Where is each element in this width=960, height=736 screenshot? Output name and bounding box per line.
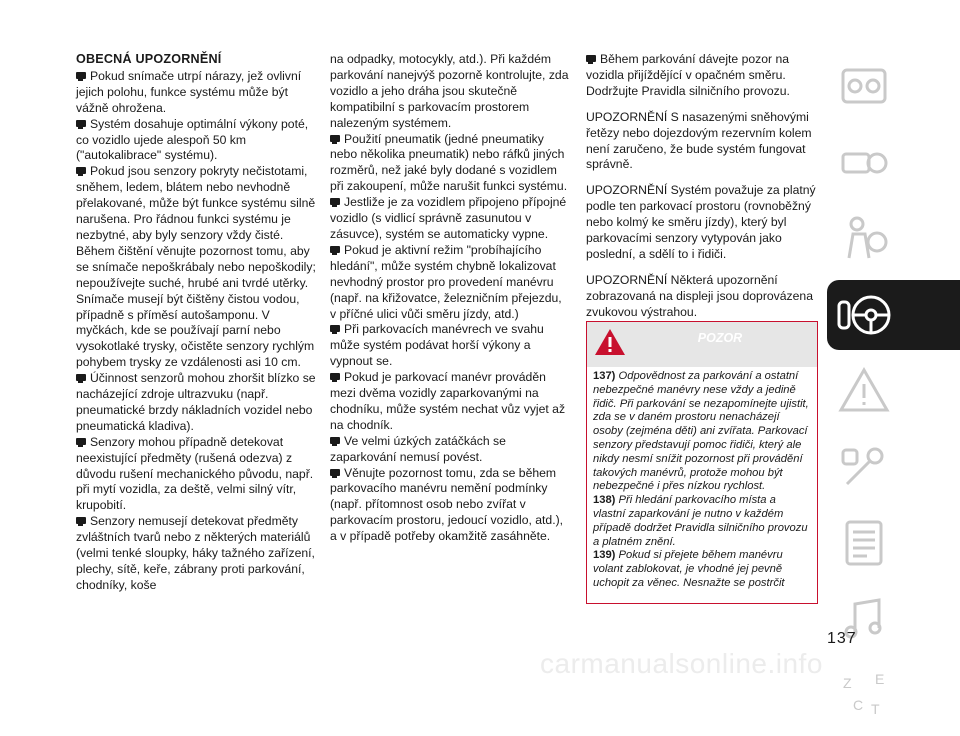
notice-paragraph: UPOZORNĚNÍ Systém považuje za platný podle ten parkovací prostoru (rovnoběžný nebo kolmý ke směru jízdy), který byl parkovacími senzory vytypován jako poslední, a sdělí to i řidiči. [586,183,816,261]
warning-title: POZOR [697,331,743,345]
column-3 [586,52,818,331]
column-2 [330,52,570,545]
bullet-item: Použití pneumatik (jedné pneumatiky nebo několika pneumatik) nebo ráfků jiných rozměrů, než jaké byly dodané s vozidlem při zakoupení, může narušit funkci systému. [330,131,568,194]
bullet-item: Ve velmi úzkých zatáčkách se zaparkování nemusí povést. [330,433,506,464]
warning-triangle-car-icon [835,362,893,420]
bullet-item: Senzory nemusejí detekovat předměty zvláštních tvarů nebo z některých materiálů (velmi tenké sloupky, háky tažného zařízení, plechy, sítě, keře, zábrany proti parkování, chodníky, koše [76,514,315,592]
notice-paragraph: UPOZORNĚNÍ S nasazenými sněhovými řetězy nebo dojezdovým rezervním kolem není zaručeno, že bude systém fungovat správně. [586,109,812,172]
car-bullet-icon [76,374,86,381]
specifications-icon [835,514,893,572]
tab-index[interactable] [827,660,960,730]
tab-maintenance[interactable] [827,432,960,502]
car-bullet-icon [76,72,86,79]
steering-wheel-key-icon [835,286,893,344]
bullet-item: Jestliže je za vozidlem připojeno přípojné vozidlo (s vidlicí správně zasunutou v zásuvce), systém se automaticky vypne. [330,195,567,241]
tab-driving[interactable] [827,280,960,350]
car-bullet-icon [76,517,86,524]
svg-text:C: C [853,697,864,713]
warning-item: 138) Při hledání parkovacího místa a vlastní zaparkování je nutno v každém případě dodržet Pravidla silničního provozu a platném znění. [593,494,808,548]
section-heading: OBECNÁ UPOZORNĚNÍ [76,52,222,66]
bullet-item: Pokud je aktivní režim "probíhajícího hledání", může systém chybně lokalizovat nevhodný prostor pro provedení manévru (např. na křižovatce, železničním přejezdu, v příčné ulici vůči směru jízdy, atd.) [330,242,562,321]
tab-safety[interactable] [827,204,960,274]
tab-specifications[interactable] [827,508,960,578]
warning-item: 139) Pokud si přejete během manévru volant zablokovat, je vhodné jej pevně uchopit za věnec. Nesnažte se postrčit [593,549,785,589]
car-bullet-icon [330,135,340,142]
car-bullet-icon [76,120,86,127]
index-icon [835,666,893,724]
car-bullet-icon [330,373,340,380]
car-bullet-icon [76,438,86,445]
page-number: 137 [827,630,857,647]
car-bullet-icon [76,167,86,174]
car-bullet-icon [330,325,340,332]
svg-text:Z: Z [843,675,852,691]
bullet-item: Systém dosahuje optimální výkony poté, co vozidlo ujede alespoň 50 km ("autokalibrace" systému). [76,116,309,163]
tab-key[interactable] [827,128,960,198]
continued-text: na odpadky, motocykly, atd.). Při každém parkování nanejvýš pozorně kontrolujte, zda vozidlo a jeho dráha jsou skutečně kompatibilní s parkovacím prostorem nalezeným systémem. [330,52,569,130]
bullet-item: Při parkovacích manévrech ve svahu může systém podávat horší výkony a vypnout se. [330,322,544,369]
bullet-item: Věnujte pozornost tomu, zda se během parkovacího manévru nemění podmínky (např. přítomnost osob nebo zvířat v parkovacím prostoru, jedoucí vozidlo, atd.), a v případě potřeby okamžitě zasáhněte. [330,465,564,544]
watermark: carmanualsonline.info [540,648,823,679]
warning-box [586,321,818,604]
bullet-item: Senzory mohou případně detekovat neexistující předměty (rušená odezva) z důvodu rušení mechanického původu, např. při mytí vozidla, za deště, velmi silný vítr, krupobití. [76,434,314,513]
bullet-item: Pokud jsou senzory pokryty nečistotami, sněhem, ledem, blátem nebo nevhodně přelakované, může být funkce systému silně narušena. Pro řádnou funkci systému je nezbytné, aby byly senzory vždy čisté. Během čištění věnujte pozornost tomu, aby se snímače nepoškrábaly nebo nepoškodily; nepoužívejte suché, hrubé ani tvrdé utěrky. Snímače musejí být čištěny čistou vodou, případně s příměsí autošamponu. V myčkách, kde se používají parní nebo vysokotlaké trysky, očistěte senzory rychlým pohybem trysky ze vzdálenosti asi 10 cm. [76,164,316,370]
notice-paragraph: UPOZORNĚNÍ Některá upozornění zobrazovaná na displeji jsou doprovázena zvukovou výstrahou. [586,272,813,319]
car-bullet-icon [330,198,340,205]
tools-car-icon [835,438,893,496]
column-1 [76,52,316,594]
car-bullet-icon [330,246,340,253]
car-bullet-icon [586,55,596,62]
car-bullet-icon [330,437,340,444]
car-key-icon [835,134,893,192]
bullet-item: Během parkování dávejte pozor na vozidla přijíždějící v opačném směru. Dodržujte Pravidla silničního provozu. [586,52,790,98]
seatbelt-airbag-icon [835,210,893,268]
car-bullet-icon [330,469,340,476]
bullet-item: Účinnost senzorů mohou zhoršit blízko se nacházející zdroje ultrazvuku (např. pneumatické brzdy nákladních vozidel nebo pneumatická kladiva). [76,371,316,433]
svg-text:E: E [875,671,885,687]
bullet-item: Pokud snímače utrpí nárazy, jež ovlivní jejich polohu, funkce systému může být vážně ohrožena. [76,68,302,115]
tab-emergency[interactable] [827,356,960,426]
car-dashboard-icon [835,58,893,116]
warning-header [587,322,817,367]
warning-item: 137) Odpovědnost za parkování a ostatní nebezpečné manévry nese vždy a jedině řidič. Při parkování se nezapomínejte ujistit, zda se v daném prostoru nenacházejí osoby (zejména děti) ani zvířata. Parkovací senzory představují pomoc řidiči, který ale nikdy nesmí snížit pozornost při provádění takových manévrů, protože mohou být nebezpečné i přes nízkou rychlost. [593,370,809,493]
svg-text:T: T [871,701,880,717]
bullet-item: Pokud je parkovací manévr prováděn mezi dvěma vozidly zaparkovanými na chodníku, může systém nechat vůz vyjet až na chodník. [330,370,566,432]
tab-dashboard[interactable] [827,52,960,122]
warning-body [587,367,817,591]
